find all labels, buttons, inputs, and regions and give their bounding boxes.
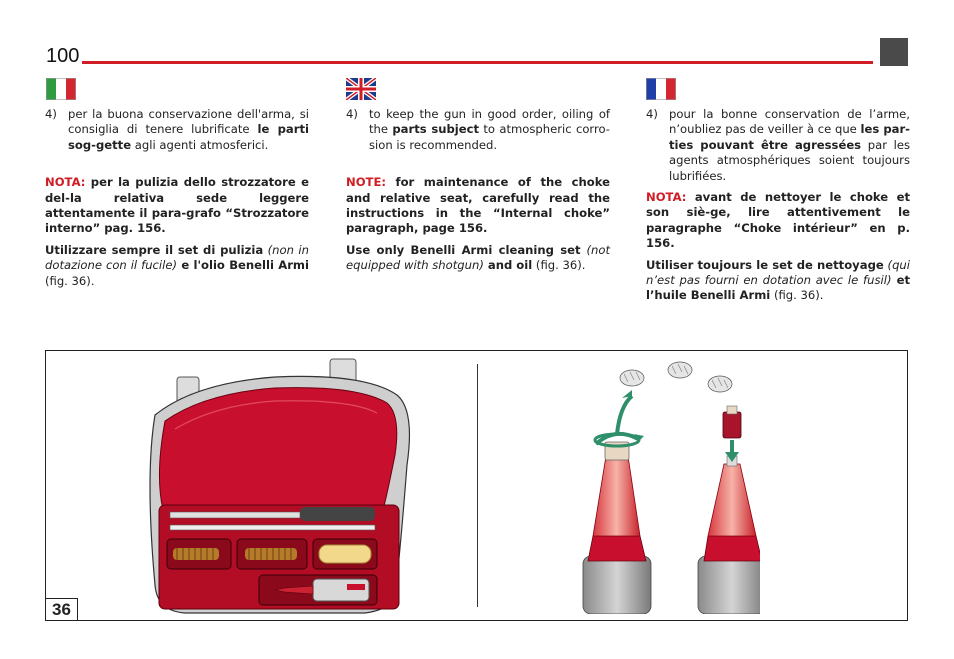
- nota-label: NOTA:: [45, 175, 86, 190]
- column-french: [646, 107, 910, 304]
- column-english: [346, 107, 610, 274]
- item-text-end: to atmospheric corro-sion is recommended.: [369, 122, 610, 152]
- use-bold: Use only Benelli Armi cleaning set: [346, 242, 581, 257]
- use-bold-2: and oil: [483, 258, 533, 273]
- item-bold: les par-ties pouvant être agressées: [669, 122, 910, 152]
- item-text: pour la bonne conservation de l’arme, n’oubliez pas de veiller à ce que: [669, 107, 910, 137]
- use-bold-2: e l'olio Benelli Armi: [177, 258, 309, 273]
- use-fr: [646, 258, 910, 304]
- flag-uk-icon: [346, 78, 376, 100]
- item-4-en: [346, 107, 610, 153]
- note-en: [346, 175, 610, 237]
- nota-text: per la pulizia dello strozzatore e del-la relativa sede leggere attentamente il para-grafo “Strozzatore interno” pag. 156.: [45, 175, 309, 236]
- use-en: [346, 243, 610, 274]
- page-number: 100: [46, 45, 80, 67]
- item-text-end: agli agenti atmosferici.: [131, 137, 269, 152]
- nota-it: [45, 175, 309, 237]
- item-4-fr: [646, 107, 910, 184]
- use-italic: (qui n’est pas fourni en dotation avec le fusil): [646, 257, 910, 288]
- figure-number: 36: [45, 598, 78, 621]
- flag-italy-icon: [46, 78, 76, 100]
- item-text: per la buona conservazione dell'arma, si consiglia di tenere lubrificate: [68, 107, 309, 137]
- flag-france-icon: [646, 78, 676, 100]
- use-bold-2: et l’huile Benelli Armi: [646, 273, 910, 303]
- choke-lubrication-illustration: [560, 356, 760, 614]
- item-text: to keep the gun in good order, oiling of the: [369, 107, 610, 137]
- use-bold: Utiliser toujours le set de nettoyage: [646, 257, 884, 272]
- header-rule: [82, 61, 873, 64]
- use-fig-ref: (fig. 36).: [770, 288, 824, 303]
- use-italic: (non in dotazione con il fucile): [45, 242, 309, 273]
- cleaning-kit-case-illustration: [125, 355, 415, 620]
- corner-tab: [880, 38, 908, 66]
- note-text: for maintenance of the choke and relative seat, carefully read the instructions in the “Internal choke” paragraph, page 156.: [346, 175, 610, 236]
- item-4-it: [45, 107, 309, 153]
- column-italian: [45, 107, 309, 289]
- use-fig-ref: (fig. 36).: [45, 273, 95, 288]
- use-bold: Utilizzare sempre il set di pulizia: [45, 242, 264, 257]
- nota-text: avant de nettoyer le choke et son siè-ge, lire attentivement le paragraphe “Choke intérieur” en p. 156.: [646, 190, 910, 251]
- use-fig-ref: (fig. 36).: [532, 258, 586, 273]
- item-number: 4): [45, 107, 57, 121]
- nota-label: NOTA:: [646, 190, 687, 205]
- item-bold: parts subject: [392, 122, 480, 137]
- item-number: 4): [646, 107, 658, 121]
- figure-divider: [477, 364, 478, 607]
- use-italic: (not equipped with shotgun): [346, 242, 610, 273]
- item-bold: le parti sog-gette: [68, 122, 309, 152]
- use-it: [45, 243, 309, 289]
- note-label: NOTE:: [346, 175, 387, 190]
- item-number: 4): [346, 107, 358, 121]
- item-text-end: par les agents atmosphériques soient toujours lubrifiées.: [669, 137, 911, 183]
- nota-fr: [646, 190, 910, 252]
